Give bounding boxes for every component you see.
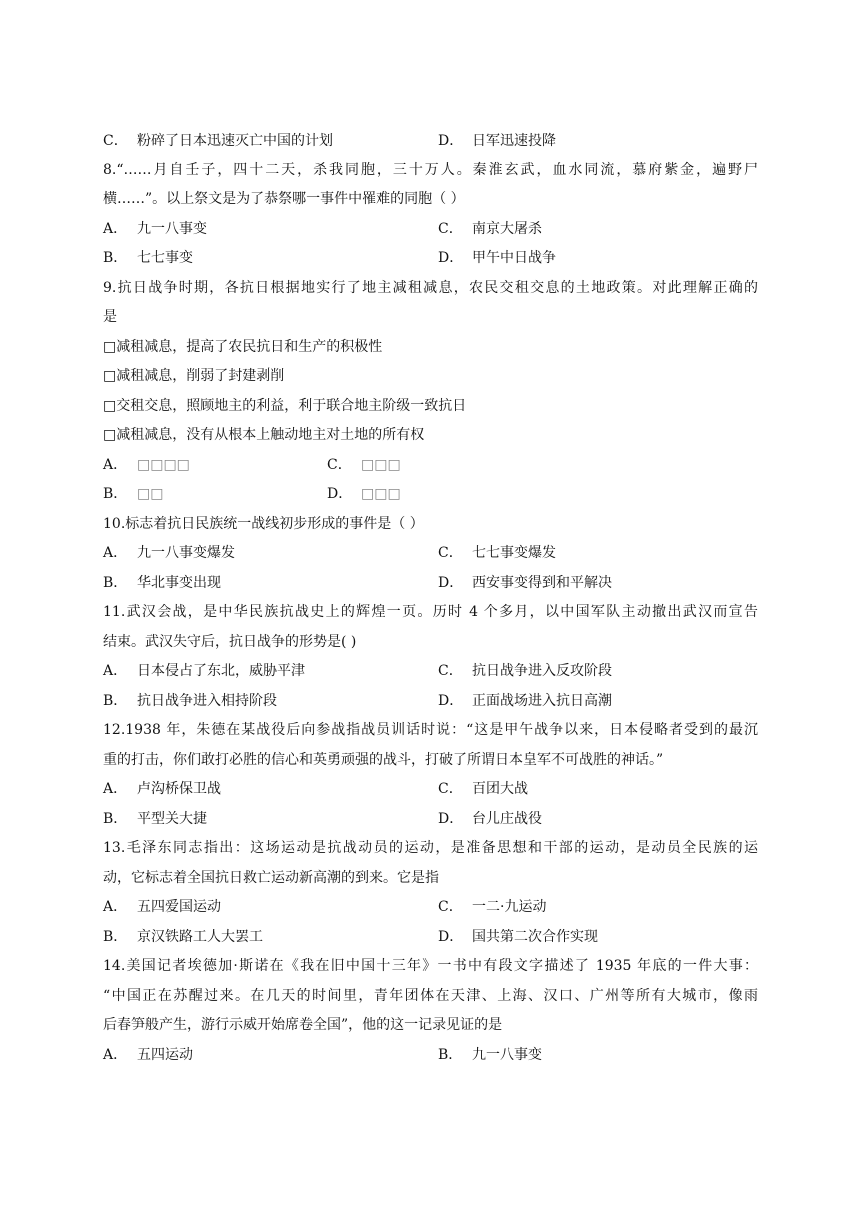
option-letter: A． — [103, 663, 128, 679]
option-letter: B． — [103, 811, 128, 827]
option-text: 日本侵占了东北，威胁平津 — [137, 663, 305, 679]
option-letter: B． — [103, 250, 128, 266]
q9-option-c — [327, 455, 401, 475]
option-letter: B． — [103, 486, 128, 502]
option-letter: C． — [327, 457, 352, 473]
option-letter: D． — [438, 575, 464, 591]
option-text: 正面战场进入抗日高潮 — [472, 693, 612, 709]
q8-stem-line2: 横……”。以上祭文是为了恭祭哪一事件中罹难的同胞（ ） — [103, 191, 465, 207]
option-letter: D． — [438, 929, 464, 945]
option-letter: B． — [103, 693, 128, 709]
option-text: 华北事变出现 — [137, 575, 221, 591]
q8-option-c — [438, 219, 542, 239]
option-letter: A． — [103, 545, 128, 561]
option-text: 九一八事变 — [472, 1047, 542, 1063]
option-text: □□□ — [361, 486, 401, 502]
option-text: 南京大屠杀 — [472, 221, 542, 237]
q11-option-c — [438, 661, 612, 681]
option-text: 五四爱国运动 — [137, 899, 221, 915]
option-text: 卢沟桥保卫战 — [137, 781, 221, 797]
q11-option-a — [103, 661, 305, 681]
option-text: 日军迅速投降 — [472, 133, 556, 149]
option-text: 七七事变 — [137, 250, 193, 266]
q14-option-a — [103, 1045, 193, 1065]
option-text: □□ — [137, 486, 164, 502]
q8-option-d — [438, 248, 556, 268]
option-letter: C． — [438, 899, 463, 915]
q9-stem-line2: 是 — [103, 309, 117, 325]
option-text: □□□ — [361, 457, 401, 473]
option-text: 抗日战争进入反攻阶段 — [472, 663, 612, 679]
option-text: 百团大战 — [472, 781, 528, 797]
option-letter: A． — [103, 457, 128, 473]
option-letter: C． — [438, 663, 463, 679]
option-text: 抗日战争进入相持阶段 — [137, 693, 277, 709]
option-text: 甲午中日战争 — [472, 250, 556, 266]
q10-option-b — [103, 573, 221, 593]
option-letter: B． — [103, 929, 128, 945]
option-letter: B． — [438, 1047, 463, 1063]
option-text: 九一八事变爆发 — [137, 545, 235, 561]
q13-option-b — [103, 927, 263, 947]
option-text: □□□□ — [137, 457, 190, 473]
option-text: 国共第二次合作实现 — [472, 929, 598, 945]
option-letter: D． — [438, 250, 464, 266]
q7-option-c — [103, 131, 333, 151]
q13-option-d — [438, 927, 598, 947]
option-letter: A． — [103, 781, 128, 797]
q12-stem-line1: 12.1938 年，朱德在某战役后向参战指战员训话时说：“这是甲午战争以来，日本侵略者受到的最沉 — [103, 722, 758, 738]
option-text: 台儿庄战役 — [472, 811, 542, 827]
q9-option-a — [103, 455, 190, 475]
q10-option-d — [438, 573, 612, 593]
option-letter: A． — [103, 899, 128, 915]
option-letter: B． — [103, 575, 128, 591]
q10-option-a — [103, 543, 235, 563]
option-letter: C． — [438, 781, 463, 797]
option-text: 粉碎了日本迅速灭亡中国的计划 — [137, 133, 333, 149]
q8-stem-line1: 8.“……月自壬子，四十二天，杀我同胞，三十万人。秦淮玄武，血水同流，慕府紫金，遍野尸 — [103, 162, 758, 178]
q8-option-b — [103, 248, 193, 268]
q11-stem-line2: 结束。武汉失守后，抗日战争的形势是( ) — [103, 634, 357, 650]
option-text: 平型关大捷 — [137, 811, 207, 827]
q12-option-b — [103, 809, 207, 829]
q10-stem-line1: 10.标志着抗日民族统一战线初步形成的事件是（ ） — [103, 516, 424, 532]
option-letter: D． — [438, 811, 464, 827]
option-text: 七七事变爆发 — [472, 545, 556, 561]
q11-option-b — [103, 691, 277, 711]
q9-statement-2: □减租减息，削弱了封建剥削 — [103, 368, 285, 384]
option-text: 西安事变得到和平解决 — [472, 575, 612, 591]
q14-stem-line3: 后春笋般产生，游行示威开始席卷全国”，他的这一记录见证的是 — [103, 1017, 503, 1033]
option-letter: C． — [438, 545, 463, 561]
option-letter: D． — [327, 486, 353, 502]
q12-option-d — [438, 809, 542, 829]
q10-option-c — [438, 543, 556, 563]
option-text: 京汉铁路工人大罢工 — [137, 929, 263, 945]
option-text: 五四运动 — [137, 1047, 193, 1063]
option-text: 一二·九运动 — [472, 899, 547, 915]
q14-stem-line1: 14.美国记者埃德加·斯诺在《我在旧中国十三年》一书中有段文字描述了 1935 年底的一件大事： — [103, 958, 758, 974]
q9-stem-line1: 9.抗日战争时期，各抗日根据地实行了地主减租减息，农民交租交息的土地政策。对此理解正确的 — [103, 280, 758, 296]
q13-stem-line2: 动，它标志着全国抗日救亡运动新高潮的到来。它是指 — [103, 870, 439, 886]
q13-option-c — [438, 897, 546, 917]
q11-stem-line1: 11.武汉会战，是中华民族抗战史上的辉煌一页。历时 4 个多月，以中国军队主动撤出武汉而宣告 — [103, 604, 758, 620]
q9-statement-3: □交租交息，照顾地主的利益，利于联合地主阶级一致抗日 — [103, 398, 467, 414]
q12-stem-line2: 重的打击，你们敢打必胜的信心和英勇顽强的战斗，打破了所谓日本皇军不可战胜的神话。” — [103, 752, 664, 768]
option-letter: A． — [103, 221, 128, 237]
q9-statement-1: □减租减息，提高了农民抗日和生产的积极性 — [103, 339, 383, 355]
option-text: 九一八事变 — [137, 221, 207, 237]
q8-option-a — [103, 219, 207, 239]
q7-option-d — [438, 131, 556, 151]
option-letter: C． — [438, 221, 463, 237]
q11-option-d — [438, 691, 612, 711]
q13-stem-line1: 13.毛泽东同志指出：这场运动是抗战动员的运动，是准备思想和干部的运动，是动员全民族的运 — [103, 840, 758, 856]
option-letter: A． — [103, 1047, 128, 1063]
q9-option-b — [103, 484, 163, 504]
q14-option-b — [438, 1045, 542, 1065]
q14-stem-line2: “中国正在苏醒过来。在几天的时间里，青年团体在天津、上海、汉口、广州等所有大城市，像雨 — [103, 988, 758, 1004]
q12-option-a — [103, 779, 221, 799]
option-letter: D． — [438, 693, 464, 709]
q12-option-c — [438, 779, 528, 799]
option-letter: C． — [103, 133, 128, 149]
q9-option-d — [327, 484, 401, 504]
q9-statement-4: □减租减息，没有从根本上触动地主对土地的所有权 — [103, 427, 425, 443]
option-letter: D． — [438, 133, 464, 149]
q13-option-a — [103, 897, 221, 917]
